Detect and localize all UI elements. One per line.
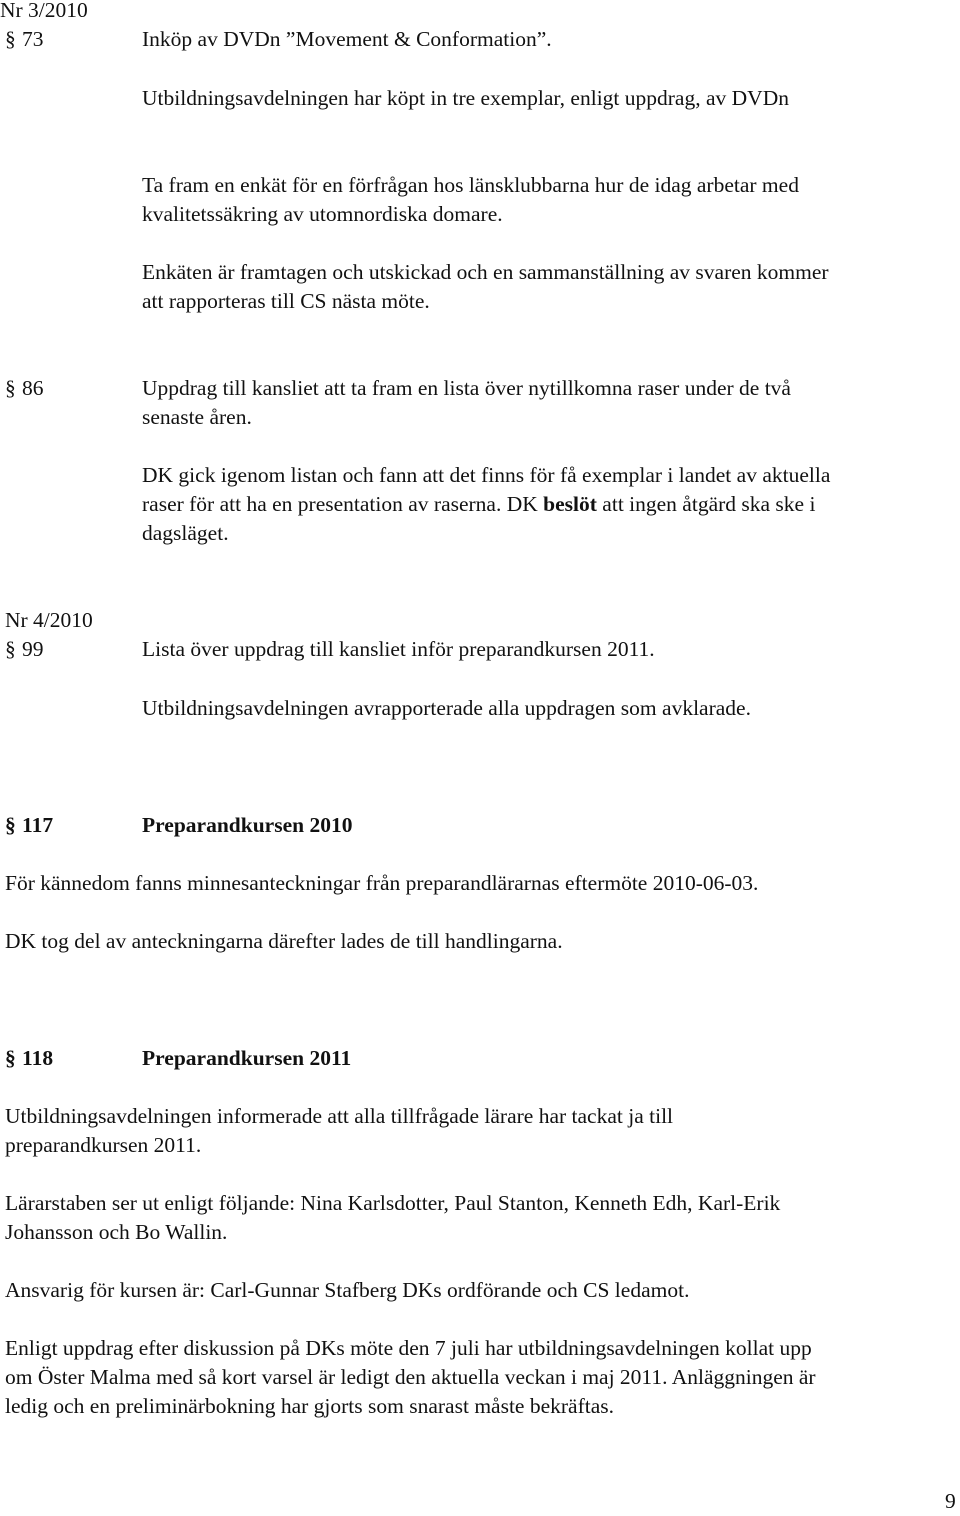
paragraph-line: preparandkursen 2011.	[5, 1133, 202, 1157]
paragraph-line: Utbildningsavdelningen informerade att alla tillfrågade lärare har tackat ja till	[5, 1104, 674, 1128]
section-title: Preparandkursen 2011	[142, 1046, 352, 1070]
section-symbol: §	[5, 27, 16, 51]
paragraph-text: raser för att ha en presentation av raserna.	[142, 492, 502, 516]
paragraph-line: ledig och en preliminärbokning har gjorts som snarast måste bekräftas.	[5, 1394, 615, 1418]
section-number: 118	[22, 1046, 54, 1070]
section-symbol: §	[5, 376, 16, 400]
paragraph-line: Johansson och Bo Wallin.	[5, 1220, 228, 1244]
paragraph-line	[142, 490, 815, 519]
paragraph-line: Ansvarig för kursen är: Carl-Gunnar Stafberg DKs ordförande och CS ledamot.	[5, 1278, 690, 1302]
issue-heading: Nr 3/2010	[0, 0, 88, 22]
paragraph-line: Lärarstaben ser ut enligt följande: Nina Karlsdotter, Paul Stanton, Kenneth Edh, Karl-Erik	[5, 1191, 781, 1215]
section-title: Uppdrag till kansliet att ta fram en lista över nytillkomna raser under de två	[142, 376, 791, 400]
paragraph-line: DK tog del av anteckningarna därefter lades de till handlingarna.	[5, 929, 563, 953]
paragraph-line: dagsläget.	[142, 521, 229, 545]
section-number: 117	[22, 813, 54, 837]
page-number: 9	[945, 1489, 956, 1513]
section-number: 99	[22, 637, 44, 661]
section-symbol: §	[5, 813, 16, 837]
section-number: 86	[22, 376, 44, 400]
decision-keyword: beslöt	[543, 492, 597, 516]
paragraph-line: DK gick igenom listan och fann att det finns för få exemplar i landet av aktuella	[142, 463, 831, 487]
issue-heading: Nr 4/2010	[5, 608, 93, 632]
section-title: Preparandkursen 2010	[142, 813, 353, 837]
section-symbol: §	[5, 637, 16, 661]
paragraph-line: Ta fram en enkät för en förfrågan hos länsklubbarna hur de idag arbetar med	[142, 173, 799, 197]
decision-pre: DK	[506, 492, 544, 516]
paragraph-line: Utbildningsavdelningen avrapporterade alla uppdragen som avklarade.	[142, 696, 751, 720]
paragraph-line: att rapporteras till CS nästa möte.	[142, 289, 430, 313]
paragraph-line: Enligt uppdrag efter diskussion på DKs möte den 7 juli har utbildningsavdelningen kollat upp	[5, 1336, 812, 1360]
section-title: Inköp av DVDn ”Movement & Conformation”.	[142, 27, 552, 51]
paragraph-line: Utbildningsavdelningen har köpt in tre exemplar, enligt uppdrag, av DVDn	[142, 86, 789, 110]
section-number: 73	[22, 27, 44, 51]
paragraph-line: Enkäten är framtagen och utskickad och en sammanställning av svaren kommer	[142, 260, 829, 284]
section-title: senaste åren.	[142, 405, 252, 429]
section-symbol: §	[5, 1046, 16, 1070]
paragraph-line: om Öster Malma med så kort varsel är ledigt den aktuella veckan i maj 2011. Anläggningen är	[5, 1365, 816, 1389]
paragraph-line: För kännedom fanns minnesanteckningar från preparandlärarnas eftermöte 2010-06-03.	[5, 871, 759, 895]
decision-post: att ingen åtgärd ska ske i	[596, 492, 816, 516]
paragraph-line: kvalitetssäkring av utomnordiska domare.	[142, 202, 503, 226]
section-title: Lista över uppdrag till kansliet inför preparandkursen 2011.	[142, 637, 655, 661]
